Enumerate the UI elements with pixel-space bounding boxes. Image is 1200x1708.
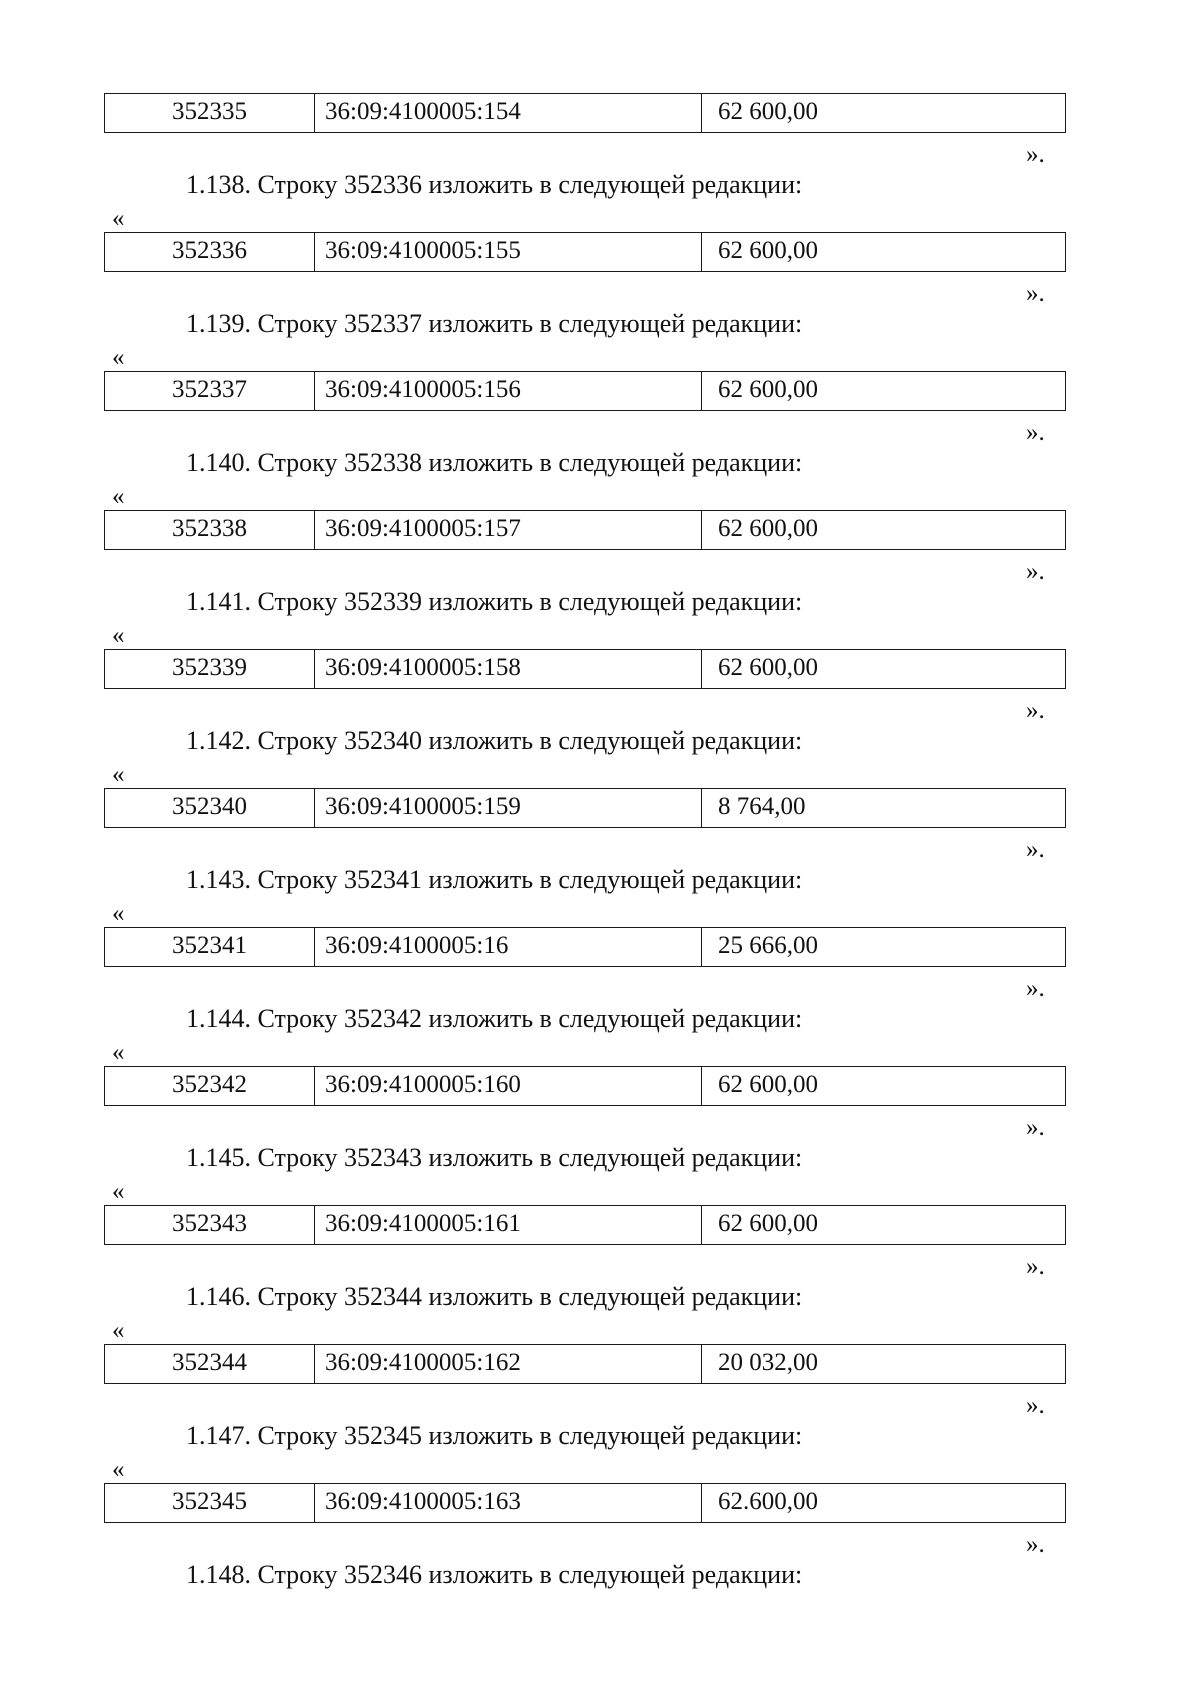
row-value: 8 764,00 bbox=[718, 793, 806, 820]
amendment-instruction: 1.143. Строку 352341 изложить в следующей редакции: bbox=[186, 865, 803, 894]
row-value: 62 600,00 bbox=[718, 1210, 818, 1237]
table-row bbox=[104, 1344, 1066, 1384]
closing-quote: ». bbox=[1026, 1392, 1045, 1419]
opening-quote: « bbox=[112, 344, 125, 371]
table-row bbox=[104, 927, 1066, 967]
opening-quote: « bbox=[112, 1178, 125, 1205]
opening-quote: « bbox=[112, 1317, 125, 1344]
table-row bbox=[104, 1066, 1066, 1106]
amendment-instruction: 1.144. Строку 352342 изложить в следующей редакции: bbox=[186, 1004, 803, 1033]
amendment-instruction: 1.147. Строку 352345 изложить в следующей редакции: bbox=[186, 1421, 803, 1450]
row-value: 25 666,00 bbox=[718, 932, 818, 959]
amendment-instruction: 1.146. Строку 352344 изложить в следующей редакции: bbox=[186, 1282, 803, 1311]
table-row bbox=[104, 93, 1066, 133]
table-row bbox=[104, 788, 1066, 828]
row-code: 352341 bbox=[105, 928, 315, 966]
opening-quote: « bbox=[112, 900, 125, 927]
amendment-instruction: 1.139. Строку 352337 изложить в следующей редакции: bbox=[186, 309, 803, 338]
opening-quote: « bbox=[112, 1456, 125, 1483]
closing-quote: ». bbox=[1026, 558, 1045, 585]
row-cadastral-number: 36:09:4100005:161 bbox=[315, 1206, 702, 1244]
row-code: 352344 bbox=[105, 1345, 315, 1383]
row-cadastral-number: 36:09:4100005:160 bbox=[315, 1067, 702, 1105]
row-code: 352336 bbox=[105, 233, 315, 271]
row-code: 352343 bbox=[105, 1206, 315, 1244]
closing-quote: ». bbox=[1026, 1531, 1045, 1558]
row-value: 62 600,00 bbox=[718, 654, 818, 681]
closing-quote: ». bbox=[1026, 836, 1045, 863]
table-row bbox=[104, 1205, 1066, 1245]
row-value: 62 600,00 bbox=[718, 515, 818, 542]
row-value: 62 600,00 bbox=[718, 1071, 818, 1098]
table-row bbox=[104, 649, 1066, 689]
closing-quote: ». bbox=[1026, 1114, 1045, 1141]
row-value: 62 600,00 bbox=[718, 237, 818, 264]
closing-quote: ». bbox=[1026, 1253, 1045, 1280]
table-row bbox=[104, 510, 1066, 550]
row-cadastral-number: 36:09:4100005:157 bbox=[315, 511, 702, 549]
row-value: 62.600,00 bbox=[718, 1488, 818, 1515]
closing-quote: ». bbox=[1026, 141, 1045, 168]
row-code: 352337 bbox=[105, 372, 315, 410]
opening-quote: « bbox=[112, 205, 125, 232]
amendment-instruction: 1.148. Строку 352346 изложить в следующей редакции: bbox=[186, 1560, 803, 1589]
row-cadastral-number: 36:09:4100005:163 bbox=[315, 1484, 702, 1522]
opening-quote: « bbox=[112, 622, 125, 649]
table-row bbox=[104, 1483, 1066, 1523]
row-code: 352345 bbox=[105, 1484, 315, 1522]
table-row bbox=[104, 232, 1066, 272]
row-cadastral-number: 36:09:4100005:162 bbox=[315, 1345, 702, 1383]
table-row bbox=[104, 371, 1066, 411]
closing-quote: ». bbox=[1026, 975, 1045, 1002]
amendment-instruction: 1.138. Строку 352336 изложить в следующей редакции: bbox=[186, 170, 803, 199]
row-code: 352335 bbox=[105, 94, 315, 132]
opening-quote: « bbox=[112, 483, 125, 510]
amendment-instruction: 1.142. Строку 352340 изложить в следующей редакции: bbox=[186, 726, 803, 755]
amendment-instruction: 1.140. Строку 352338 изложить в следующей редакции: bbox=[186, 448, 803, 477]
row-value: 62 600,00 bbox=[718, 376, 818, 403]
closing-quote: ». bbox=[1026, 280, 1045, 307]
amendment-instruction: 1.145. Строку 352343 изложить в следующей редакции: bbox=[186, 1143, 803, 1172]
row-cadastral-number: 36:09:4100005:158 bbox=[315, 650, 702, 688]
row-cadastral-number: 36:09:4100005:159 bbox=[315, 789, 702, 827]
row-code: 352342 bbox=[105, 1067, 315, 1105]
row-cadastral-number: 36:09:4100005:156 bbox=[315, 372, 702, 410]
row-code: 352340 bbox=[105, 789, 315, 827]
row-cadastral-number: 36:09:4100005:154 bbox=[315, 94, 702, 132]
row-code: 352339 bbox=[105, 650, 315, 688]
row-code: 352338 bbox=[105, 511, 315, 549]
opening-quote: « bbox=[112, 761, 125, 788]
amendment-instruction: 1.141. Строку 352339 изложить в следующей редакции: bbox=[186, 587, 803, 616]
opening-quote: « bbox=[112, 1039, 125, 1066]
closing-quote: ». bbox=[1026, 419, 1045, 446]
row-cadastral-number: 36:09:4100005:16 bbox=[315, 928, 702, 966]
row-value: 62 600,00 bbox=[718, 98, 818, 125]
row-value: 20 032,00 bbox=[718, 1349, 818, 1376]
row-cadastral-number: 36:09:4100005:155 bbox=[315, 233, 702, 271]
closing-quote: ». bbox=[1026, 697, 1045, 724]
